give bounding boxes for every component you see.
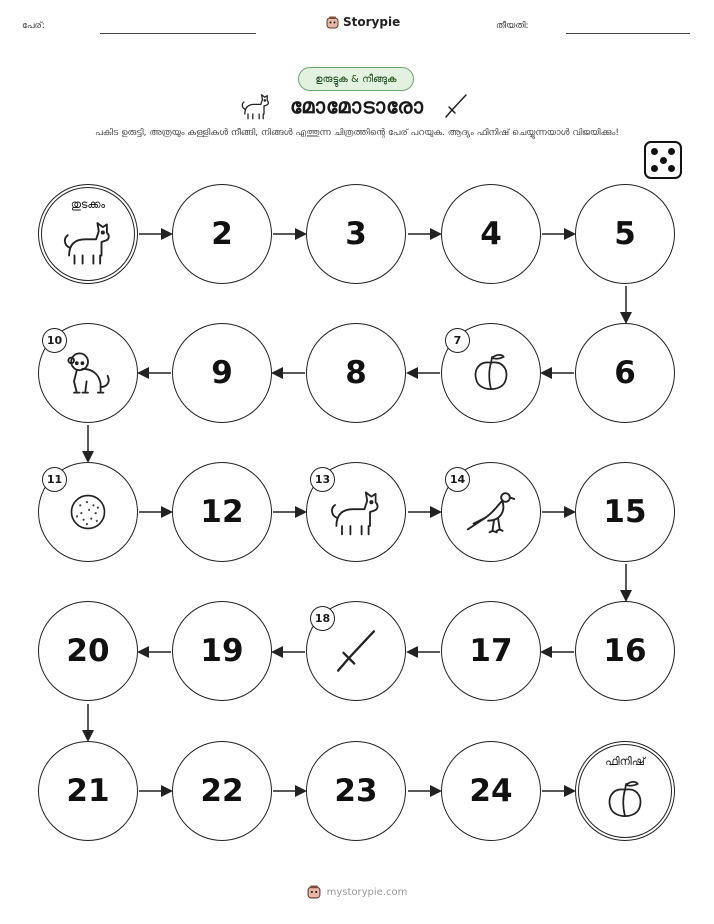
board-space-8: 8	[306, 323, 406, 423]
finish-label: ഫിനിഷ്	[605, 755, 645, 768]
board-space-21: 21	[38, 741, 138, 841]
monkey-icon	[60, 345, 116, 401]
board-space-2: 2	[172, 184, 272, 284]
dumpling-icon	[66, 490, 110, 534]
instructions-text: പകിട ഉരുട്ടി, അത്രയും കള്ളികൾ നീങ്ങി, നിങ്ങൾ എത്തുന്ന ചിത്രത്തിന്റെ പേര് പറയുക. ആദ്യം ഫിനിഷ് ചെയ്യുന്നയാൾ വിജയിക്കും!	[95, 128, 619, 138]
board-space-10	[38, 323, 138, 423]
space-number-badge: 11	[42, 467, 67, 492]
space-number-badge: 7	[445, 328, 470, 353]
game-type-badge: ഉരുട്ടുക & നീങ്ങുക	[298, 67, 414, 91]
board-space-6: 6	[575, 323, 675, 423]
page-title: മോമോടാരോ	[290, 94, 424, 118]
space-number-badge: 14	[445, 467, 470, 492]
board-space-9: 9	[172, 323, 272, 423]
board-space-24: 24	[441, 741, 541, 841]
board-space-15: 15	[575, 462, 675, 562]
pheasant-icon	[462, 483, 520, 541]
sword-icon	[331, 626, 381, 676]
board-space-11	[38, 462, 138, 562]
board-space-3: 3	[306, 184, 406, 284]
name-label: പേര്:	[22, 21, 45, 31]
space-number-badge: 18	[310, 606, 335, 631]
peach-icon	[602, 777, 648, 823]
board-space-5: 5	[575, 184, 675, 284]
space-number-badge: 13	[310, 467, 335, 492]
board-space-13	[306, 462, 406, 562]
board-space-12: 12	[172, 462, 272, 562]
date-label: തീയതി:	[496, 21, 529, 31]
board-space-4: 4	[441, 184, 541, 284]
dog-icon	[61, 215, 115, 269]
space-number-badge: 10	[42, 328, 67, 353]
peach-icon	[468, 350, 514, 396]
board-space-18	[306, 601, 406, 701]
board-space-23: 23	[306, 741, 406, 841]
start-space	[38, 184, 138, 284]
footer	[0, 885, 714, 899]
board-space-19: 19	[172, 601, 272, 701]
board-space-7	[441, 323, 541, 423]
board-space-14	[441, 462, 541, 562]
board-space-20: 20	[38, 601, 138, 701]
start-label: തുടക്കം	[70, 198, 106, 211]
finish-space	[575, 741, 675, 841]
dog-icon	[328, 484, 384, 540]
storypie-logo-icon	[307, 885, 321, 899]
brand-name: Storypie	[343, 15, 401, 29]
board-space-22: 22	[172, 741, 272, 841]
footer-site-link[interactable]: mystorypie.com	[326, 886, 408, 898]
board-space-16: 16	[575, 601, 675, 701]
board-space-17: 17	[441, 601, 541, 701]
